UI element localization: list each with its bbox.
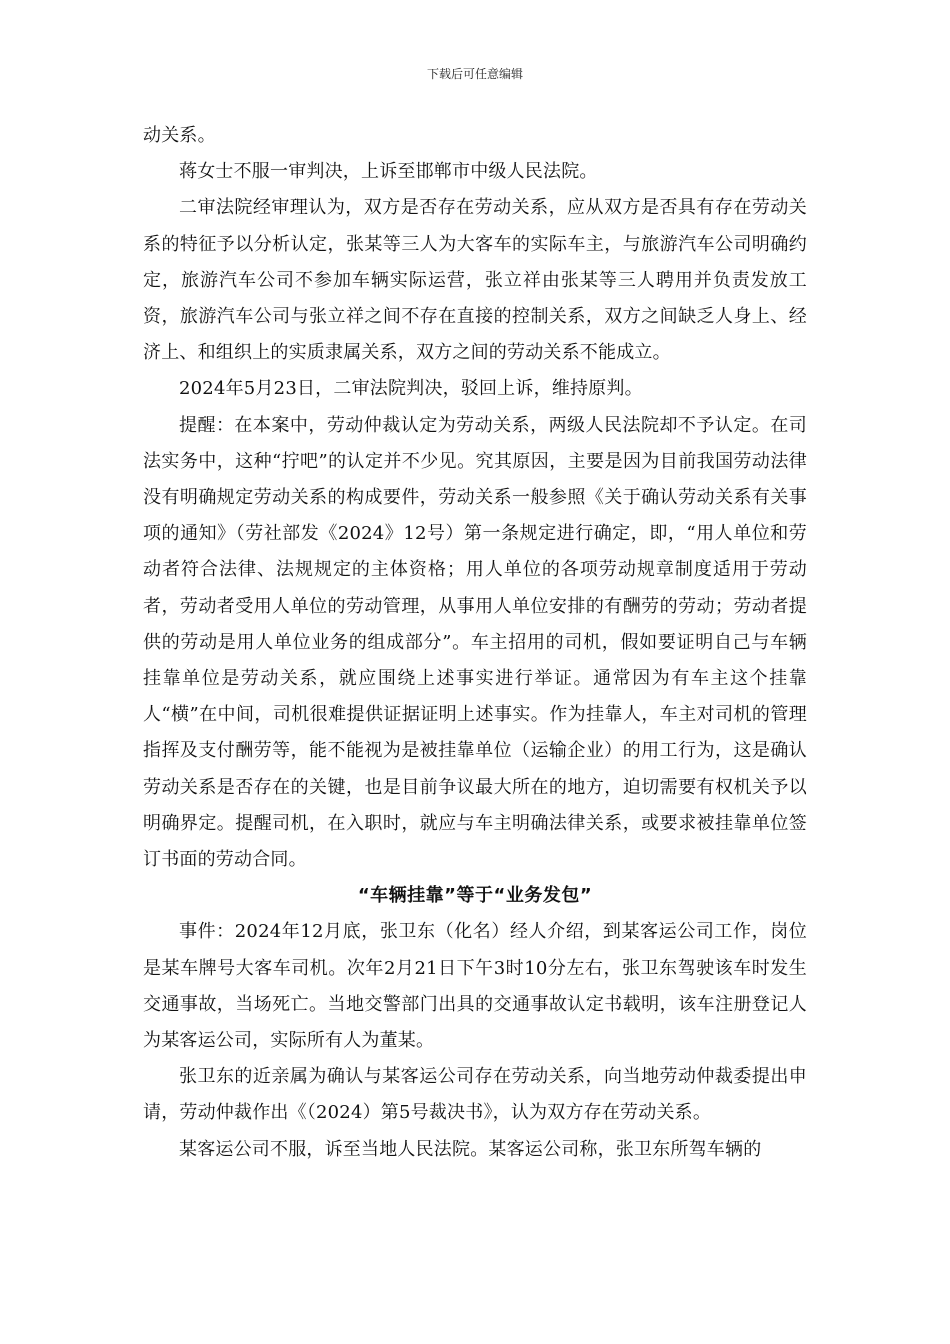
paragraph-arbitration: 张卫东的近亲属为确认与某客运公司存在劳动关系，向当地劳动仲裁委提出申请，劳动仲裁作出《（2024）第5号裁决书》，认为双方存在劳动关系。 <box>143 1066 807 1124</box>
paragraph-lawsuit: 某客运公司不服，诉至当地人民法院。某客运公司称，张卫东所驾车辆的 <box>179 1138 762 1160</box>
paragraph-event: 事件：2024年12月底，张卫东（化名）经人介绍，到某客运公司工作，岗位是某车牌号大客车司机。次年2月21日下午3时10分左右，张卫东驾驶该车时发生交通事故，当场死亡。当地交警部门出具的交通事故认定书载明，该车注册登记人为某客运公司，实际所有人为董某。 <box>143 921 807 1052</box>
paragraph-judgment-date: 2024年5月23日，二审法院判决，驳回上诉，维持原判。 <box>179 378 643 400</box>
document-body <box>143 118 807 1168</box>
page-header-note: 下载后可任意编辑 <box>426 67 523 81</box>
paragraph-continuation: 动关系。 <box>143 125 216 146</box>
paragraph-reminder: 提醒：在本案中，劳动仲裁认定为劳动关系，两级人民法院却不予认定。在司法实务中，这种“拧吧”的认定并不少见。究其原因，主要是因为目前我国劳动法律没有明确规定劳动关系的构成要件，劳动关系一般参照《关于确认劳动关系有关事项的通知》（劳社部发《2024》12号）第一条规定进行确定，即，“用人单位和劳动者符合法律、法规规定的主体资格；用人单位的各项劳动规章制度适用于劳动者，劳动者受用人单位的劳动管理，从事用人单位安排的有酬劳的劳动；劳动者提供的劳动是用人单位业务的组成部分”。车主招用的司机，假如要证明自己与车辆挂靠单位是劳动关系，就应围绕上述事实进行举证。通常因为有车主这个挂靠人“横”在中间，司机很难提供证据证明上述事实。作为挂靠人，车主对司机的管理指挥及支付酬劳等，能不能视为是被挂靠单位（运输企业）的用工行为，这是确认劳动关系是否存在的关键，也是目前争议最大所在的地方，迫切需要有权机关予以明确界定。提醒司机，在入职时，就应与车主明确法律关系，或要求被挂靠单位签订书面的劳动合同。 <box>143 414 807 871</box>
paragraph-appeal: 蒋女士不服一审判决，上诉至邯郸市中级人民法院。 <box>179 161 598 183</box>
paragraph-second-instance: 二审法院经审理认为，双方是否存在劳动关系，应从双方是否具有存在劳动关系的特征予以分析认定，张某等三人为大客车的实际车主，与旅游汽车公司明确约定，旅游汽车公司不参加车辆实际运营，张立祥由张某等三人聘用并负责发放工资，旅游汽车公司与张立祥之间不存在直接的控制关系，双方之间缺乏人身上、经济上、和组织上的实质隶属关系，双方之间的劳动关系不能成立。 <box>143 197 807 364</box>
section-heading: “车辆挂靠”等于“业务发包” <box>357 885 593 907</box>
